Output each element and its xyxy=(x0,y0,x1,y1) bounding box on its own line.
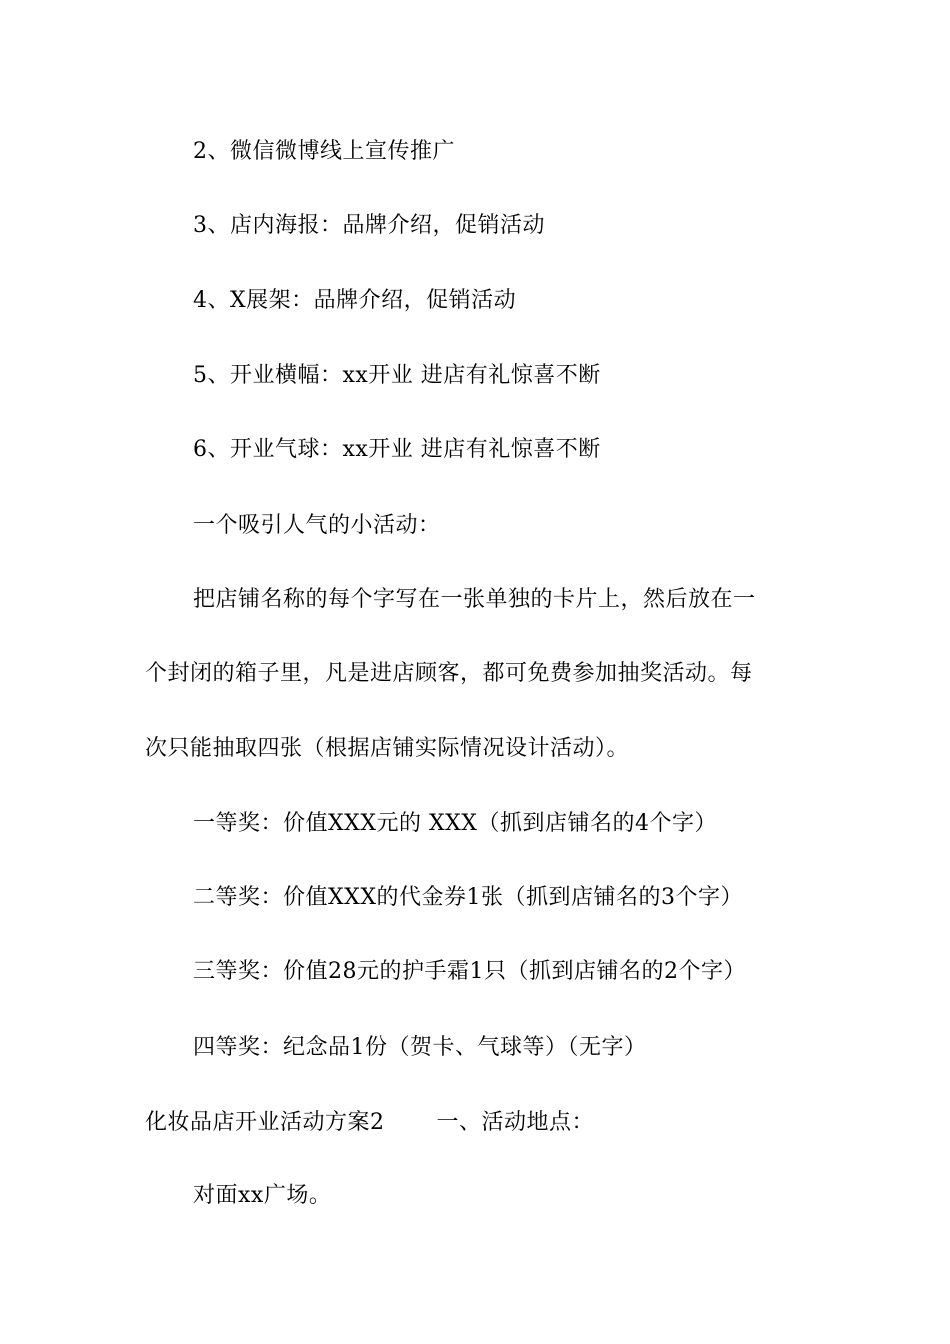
section-heading xyxy=(145,1108,594,1138)
text-line-6: 一个吸引人气的小活动： xyxy=(193,513,441,538)
prize-line-1: 一等奖：价值XXX元的 XXX（抓到店铺名的4个字） xyxy=(193,811,717,836)
section-title: 化妆品店开业活动方案2 xyxy=(145,1110,385,1135)
text-line-3: 4、X展架：品牌介绍，促销活动 xyxy=(193,288,517,313)
prize-line-2: 二等奖：价值XXX的代金券1张（抓到店铺名的3个字） xyxy=(193,885,743,910)
text-line-1: 2、微信微博线上宣传推广 xyxy=(193,139,455,164)
text-line-5: 6、开业气球：xx开业 进店有礼惊喜不断 xyxy=(193,437,601,462)
paragraph-line-3: 次只能抽取四张（根据店铺实际情况设计活动）。 xyxy=(145,736,630,761)
text-line-4: 5、开业横幅：xx开业 进店有礼惊喜不断 xyxy=(193,363,601,388)
text-line-2: 3、店内海报：品牌介绍，促销活动 xyxy=(193,213,545,238)
prize-line-4: 四等奖：纪念品1份（贺卡、气球等）（无字） xyxy=(193,1035,647,1060)
paragraph-line-2: 个封闭的箱子里，凡是进店顾客，都可免费参加抽奖活动。每 xyxy=(145,661,753,686)
prize-line-3: 三等奖：价值28元的护手霜1只（抓到店铺名的2个字） xyxy=(193,959,746,984)
paragraph-line-1: 把店铺名称的每个字写在一张单独的卡片上，然后放在一 xyxy=(193,587,756,612)
section-subtitle: 一、活动地点： xyxy=(436,1110,595,1135)
location-line: 对面xx广场。 xyxy=(193,1183,332,1208)
